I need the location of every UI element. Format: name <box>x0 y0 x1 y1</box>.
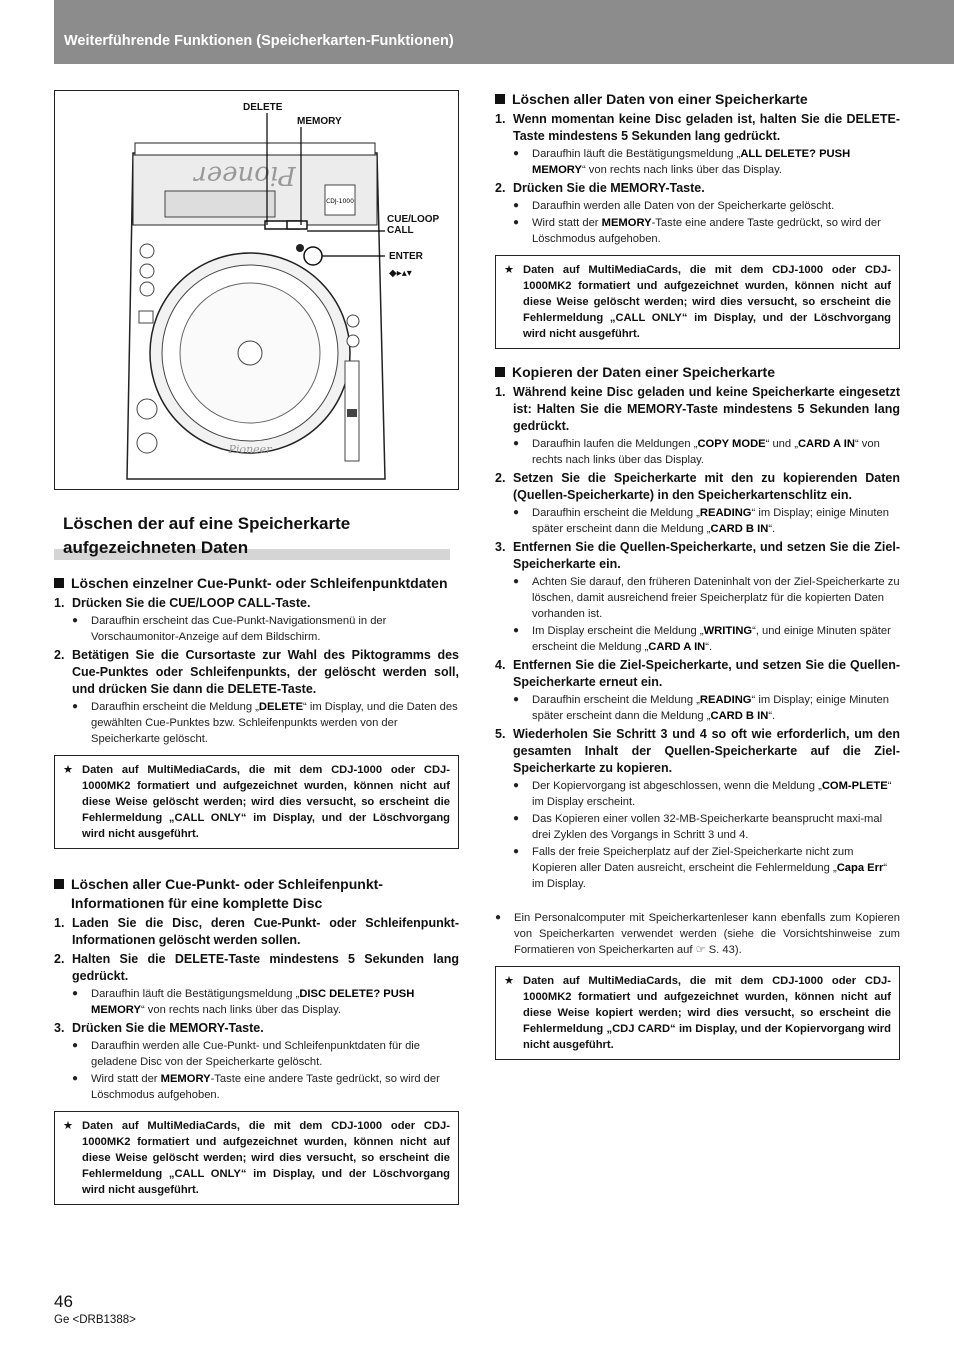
step: 3. Entfernen Sie die Quellen-Speicherkarte, und setzen Sie die Ziel-Speicherkarte ein. <box>495 540 900 571</box>
note-box: ★ Daten auf MultiMediaCards, die mit dem CDJ-1000 oder CDJ-1000MK2 formatiert und aufgezeichnet wurden, können nicht auf diese Weise gelöscht werden; wird dies versucht, so erscheint die Fehlermeldung „CALL ONLY“ im Display, und der Löschvorgang wird nicht ausgeführt. <box>495 255 900 349</box>
bullet: ● Daraufhin läuft die Bestätigungsmeldung „DISC DELETE? PUSH MEMORY“ von rechts nach links über das Display. <box>72 988 415 1016</box>
page-number: 46 <box>54 1292 73 1311</box>
bullet: ● Daraufhin erscheint die Meldung „READING“ im Display; einige Minuten später erscheint dann die Meldung „CARD B IN“. <box>513 507 889 535</box>
section-heading: Kopieren der Daten einer Speicherkarte <box>495 363 900 382</box>
svg-text:Pioneer: Pioneer <box>194 160 296 190</box>
bullet: ● Daraufhin erscheint das Cue-Punkt-Navigationsmenü in der Vorschaumonitor-Anzeige auf dem Bildschirm. <box>72 615 387 643</box>
section-heading: Löschen aller Cue-Punkt- oder Schleifenpunkt-Informationen für eine komplette Disc <box>54 875 459 913</box>
bullet: ● Im Display erscheint die Meldung „WRITING“, und einige Minuten später erscheint die Meldung „CARD A IN“. <box>513 625 891 653</box>
note-box: ★ Daten auf MultiMediaCards, die mit dem CDJ-1000 oder CDJ-1000MK2 formatiert und aufgezeichnet wurden, können nicht auf diese Weise kopiert werden; wird dies versucht, so erscheint die Fehlermeldung „CDJ CARD“ im Display, und der Kopiervorgang wird nicht ausgeführt. <box>495 966 900 1060</box>
svg-text:Pioneer: Pioneer <box>228 443 272 456</box>
step: 1. Wenn momentan keine Disc geladen ist, halten Sie die DELETE-Taste mindestens 5 Sekunden lang gedrückt. <box>495 112 900 143</box>
left-column <box>54 90 459 1205</box>
step: 2. Setzen Sie die Speicherkarte mit den zu kopierenden Daten (Quellen-Speicherkarte) in den Speicherkartenschlitz ein. <box>495 471 900 502</box>
note-box: ★ Daten auf MultiMediaCards, die mit dem CDJ-1000 oder CDJ-1000MK2 formatiert und aufgezeichnet wurden, können nicht auf diese Weise gelöscht werden; wird dies versucht, so erscheint die Fehlermeldung „CALL ONLY“ im Display, und der Löschvorgang wird nicht ausgeführt. <box>54 755 459 849</box>
label-enter: ENTER <box>389 251 423 262</box>
label-cue-loop-call: CUE/LOOP CALL <box>387 214 440 236</box>
bullet: ● Daraufhin werden alle Cue-Punkt- und Schleifenpunktdaten für die geladene Disc von der Speicherkarte gelöscht. <box>72 1040 420 1068</box>
bullet: ● Das Kopieren einer vollen 32-MB-Speicherkarte beansprucht maxi-mal drei Zyklen des Vorgangs in Schritt 3 und 4. <box>513 813 883 841</box>
device-figure <box>54 90 459 490</box>
pc-note: ● Ein Personalcomputer mit Speicherkartenleser kann ebenfalls zum Kopieren von Speicherkarten verwendet werden (siehe die Vorsichtshinweise zum Formatieren von Speicherkarten auf ☞ S. 43). <box>495 912 900 956</box>
header-bar <box>54 0 954 64</box>
label-delete: DELETE <box>243 102 283 113</box>
bullet: ● Achten Sie darauf, den früheren Dateninhalt von der Ziel-Speicherkarte zu löschen, damit ausreichend freier Speicherplatz für die kopierten Daten vorhanden ist. <box>513 576 900 620</box>
step: 3. Drücken Sie die MEMORY-Taste. <box>54 1021 264 1035</box>
step: 1. Drücken Sie die CUE/LOOP CALL-Taste. <box>54 596 311 610</box>
step: 1. Laden Sie die Disc, deren Cue-Punkt- oder Schleifenpunkt-Informationen gelöscht werden sollen. <box>54 916 459 947</box>
step: 2. Betätigen Sie die Cursortaste zur Wahl des Piktogramms des Cue-Punktes oder Schleifenpunkts, der gelöscht werden soll, und drücken Sie dann die DELETE-Taste. <box>54 648 459 696</box>
label-cursor-arrows: ◆▸▴▾ <box>389 268 412 279</box>
cdj-player-illustration <box>55 91 458 489</box>
bullet: ● Daraufhin werden alle Daten von der Speicherkarte gelöscht. <box>513 200 835 212</box>
bullet: ● Daraufhin läuft die Bestätigungsmeldung „ALL DELETE? PUSH MEMORY“ von rechts nach links über das Display. <box>513 148 851 176</box>
note-box: ★ Daten auf MultiMediaCards, die mit dem CDJ-1000 oder CDJ-1000MK2 formatiert und aufgezeichnet wurden, können nicht auf diese Weise gelöscht werden; wird dies versucht, so erscheint die Fehlermeldung „CALL ONLY“ im Display, und der Löschvorgang wird nicht ausgeführt. <box>54 1111 459 1205</box>
section-heading: Löschen aller Daten von einer Speicherkarte <box>495 90 900 109</box>
main-section-title: Löschen der auf eine Speicherkarte aufgezeichneten Daten <box>54 512 459 560</box>
label-memory: MEMORY <box>297 116 342 127</box>
svg-text:CDJ-1000: CDJ-1000 <box>326 198 354 205</box>
step: 5. Wiederholen Sie Schritt 3 und 4 so oft wie erforderlich, um den gesamten Inhalt der Quellen-Speicherkarte auf die Ziel-Speicherkarte zu kopieren. <box>495 727 900 775</box>
step: 4. Entfernen Sie die Ziel-Speicherkarte, und setzen Sie die Quellen-Speicherkarte erneut ein. <box>495 658 900 689</box>
step: 2. Drücken Sie die MEMORY-Taste. <box>495 181 705 195</box>
bullet: ● Daraufhin erscheint die Meldung „DELETE“ im Display, und die Daten des gewählten Cue-Punktes bzw. Schleifenpunkts werden von der Speicherkarte gelöscht. <box>72 701 458 745</box>
document-code: Ge <DRB1388> <box>54 1314 136 1326</box>
right-column <box>495 90 900 1060</box>
section-heading: Löschen einzelner Cue-Punkt- oder Schleifenpunktdaten <box>54 574 459 593</box>
bullet: ● Daraufhin laufen die Meldungen „COPY MODE“ und „CARD A IN“ von rechts nach links über das Display. <box>513 438 880 466</box>
bullet: ● Falls der freie Speicherplatz auf der Ziel-Speicherkarte nicht zum Kopieren aller Daten ausreicht, erscheint die Fehlermeldung „Capa Err“ im Display. <box>513 846 888 890</box>
bullet: ● Daraufhin erscheint die Meldung „READING“ im Display; einige Minuten später erscheint dann die Meldung „CARD B IN“. <box>513 694 889 722</box>
bullet: ● Wird statt der MEMORY-Taste eine andere Taste gedrückt, so wird der Löschmodus aufgehoben. <box>513 217 881 245</box>
bullet: ● Wird statt der MEMORY-Taste eine andere Taste gedrückt, so wird der Löschmodus aufgehoben. <box>72 1073 440 1101</box>
step: 1. Während keine Disc geladen und keine Speicherkarte eingesetzt ist: Halten Sie die MEMORY-Taste mindestens 5 Sekunden lang gedrückt. <box>495 385 900 433</box>
header-title: Weiterführende Funktionen (Speicherkarten-Funktionen) <box>64 33 454 49</box>
bullet: ● Der Kopiervorgang ist abgeschlossen, wenn die Meldung „COM-PLETE“ im Display erscheint. <box>513 780 892 808</box>
step: 2. Halten Sie die DELETE-Taste mindestens 5 Sekunden lang gedrückt. <box>54 952 459 983</box>
